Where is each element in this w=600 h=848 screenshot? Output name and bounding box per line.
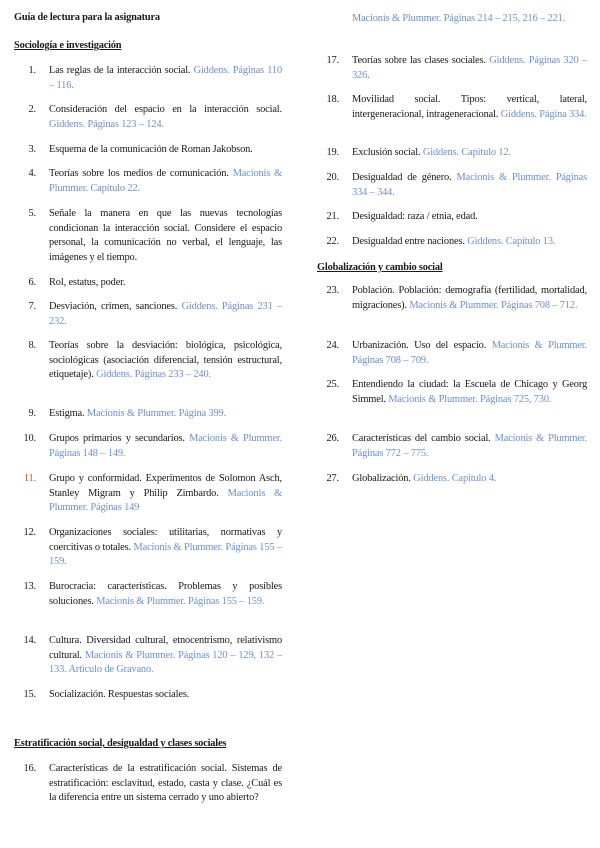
item-reference: Giddens. Capítulo 12.: [422, 147, 511, 158]
item-number: 21.: [326, 211, 339, 222]
item-number: 6.: [28, 277, 36, 288]
item-reference: Macionis & Plummer. Páginas 214 – 215, 216 – 221.: [352, 13, 566, 24]
item-number: 26.: [326, 433, 339, 444]
item-text: Desigualdad: raza / etnia, edad.: [352, 211, 478, 222]
item-number: 10.: [23, 433, 36, 444]
item-text: Grupo y conformidad. Experimentos de Solomon Asch, Stanley Migram y Philip Zimbardo.: [49, 473, 282, 499]
item-reference: Giddens. Capítulo 13.: [467, 236, 556, 247]
item-number: 5.: [28, 208, 36, 219]
item-reference: Macionis & Plummer. Páginas 725, 730.: [388, 393, 552, 405]
item-reference: Giddens. Páginas 320 – 326.: [352, 55, 587, 81]
item-number: 25.: [326, 379, 339, 390]
item-number: 15.: [23, 689, 36, 700]
item-number: 1.: [28, 65, 36, 76]
item-text: Desigualdad de género.: [352, 172, 452, 183]
item-number: 14.: [23, 635, 36, 646]
item-reference: Giddens. Páginas 123 – 124.: [49, 118, 164, 130]
item-reference: Macionis & Plummer. Páginas 772 – 775.: [352, 433, 587, 459]
section-heading-globalizacion: Globalización y cambio social: [317, 262, 443, 273]
section-heading-estratificacion: Estratificación social, desigualdad y clases sociales: [14, 738, 227, 749]
item-number: 24.: [326, 340, 339, 351]
item-text: Las reglas de la interacción social.: [49, 65, 191, 76]
item-text: Movilidad social. Tipos: vertical, lateral, intergeneracional, intrageneracional.: [352, 94, 587, 120]
item-number: 2.: [28, 104, 36, 115]
section-heading-sociologia: Sociología e investigación: [14, 40, 122, 51]
item-reference: Macionis & Plummer. Páginas 148 – 149.: [49, 433, 282, 459]
item-reference: Macionis & Plummer. Páginas 149: [49, 487, 282, 514]
item-text: Teorías sobre las clases sociales.: [352, 55, 486, 66]
item-text: Desviación, crimen, sanciones.: [49, 301, 178, 312]
item-reference: Macionis & Plummer. Páginas 708 – 709.: [352, 340, 587, 366]
item-text: Urbanización. Uso del espacio.: [352, 340, 487, 351]
item-number: 20.: [326, 172, 339, 183]
item-number: 27.: [326, 473, 339, 484]
item-text: Grupos primarios y secundarios.: [49, 433, 185, 444]
item-text: Entendiendo la ciudad: la Escuela de Chicago y Georg Simmel.: [352, 379, 587, 405]
item-number: 9.: [28, 408, 36, 419]
item-reference: Giddens. Páginas 231 – 232.: [49, 301, 283, 327]
item-reference: Giddens. Capítulo 4.: [413, 473, 497, 484]
item-text: Burocracia: características. Problemas y posibles soluciones.: [49, 581, 282, 607]
item-reference: Macionis & Plummer. Páginas 120 – 129, 132 – 133. Artículo de Gravano.: [49, 649, 282, 676]
document-title: Guía de lectura para la asignatura: [14, 12, 160, 23]
item-text: Señale la manera en que las nuevas tecnologías condicionan la interacción social. Considere el espacio personal, la comunicación no verbal, el lenguaje, las imágenes y el tiempo.: [49, 208, 282, 263]
item-text: Teorías sobre la desviación: biológica, psicológica, sociológicas (asociación diferencial, tensión estructural, etiquetaje).: [49, 340, 282, 381]
item-text: Características de la estratificación social. Sistemas de estratificación: esclavitud, estado, casta y clase. ¿Cuál es la diferencia entre un sistema cerrado y uno abierto?: [49, 763, 282, 804]
item-reference: Macionis & Plummer. Páginas 708 – 712.: [409, 299, 578, 311]
item-number: 19.: [326, 147, 339, 158]
item-text: Exclusión social.: [352, 147, 421, 158]
item-reference: Macionis & Plummer. Páginas 155 – 159.: [96, 595, 265, 607]
item-text: Socialización. Respuestas sociales.: [49, 689, 190, 700]
item-text: Rol, estatus, poder.: [49, 277, 126, 288]
item-number: 7.: [28, 301, 36, 312]
item-text: Esquema de la comunicación de Roman Jakobson.: [49, 144, 253, 155]
item-text: Organizaciones sociales: utilitarias, normativas y coercitivas o totales.: [49, 527, 282, 553]
item-number: 11.: [23, 473, 36, 484]
item-number: 23.: [326, 285, 339, 296]
item-text: Teorías sobre los medios de comunicación.: [49, 168, 229, 179]
item-number: 3.: [28, 144, 36, 155]
item-number: 4.: [28, 168, 36, 179]
item-text: Cultura. Diversidad cultural, etnocentrismo, relativismo cultural.: [49, 635, 282, 661]
item-reference: Macionis & Plummer. Páginas 334 – 344.: [352, 172, 587, 198]
item-number: 13.: [23, 581, 36, 592]
item-text: Globalización.: [352, 473, 411, 484]
item-reference: Macionis & Plummer. Páginas 155 – 159.: [49, 541, 282, 568]
item-reference: Giddens. Página 334.: [500, 108, 587, 120]
item-reference: Macionis & Plummer. Página 399.: [86, 408, 226, 419]
item-number: 16.: [23, 763, 36, 774]
item-text: Consideración del espacio en la interacción social.: [49, 104, 282, 115]
item-number: 8.: [28, 340, 36, 351]
item-number: 22.: [326, 236, 339, 247]
item-text: Desigualdad entre naciones.: [352, 236, 465, 247]
item-reference: Macionis & Plummer. Capítulo 22.: [49, 168, 282, 194]
item-reference: Giddens. Páginas 110 – 116.: [49, 65, 282, 91]
item-text: Estigma.: [49, 408, 85, 419]
item-number: 17.: [326, 55, 339, 66]
item-number: 18.: [326, 94, 339, 105]
item-reference: Giddens. Páginas 233 – 240.: [96, 369, 211, 381]
item-text: Población. Población: demografía (fertilidad, mortalidad, migraciones).: [352, 285, 587, 311]
item-text: Características del cambio social.: [352, 433, 491, 444]
item-number: 12.: [23, 527, 36, 538]
